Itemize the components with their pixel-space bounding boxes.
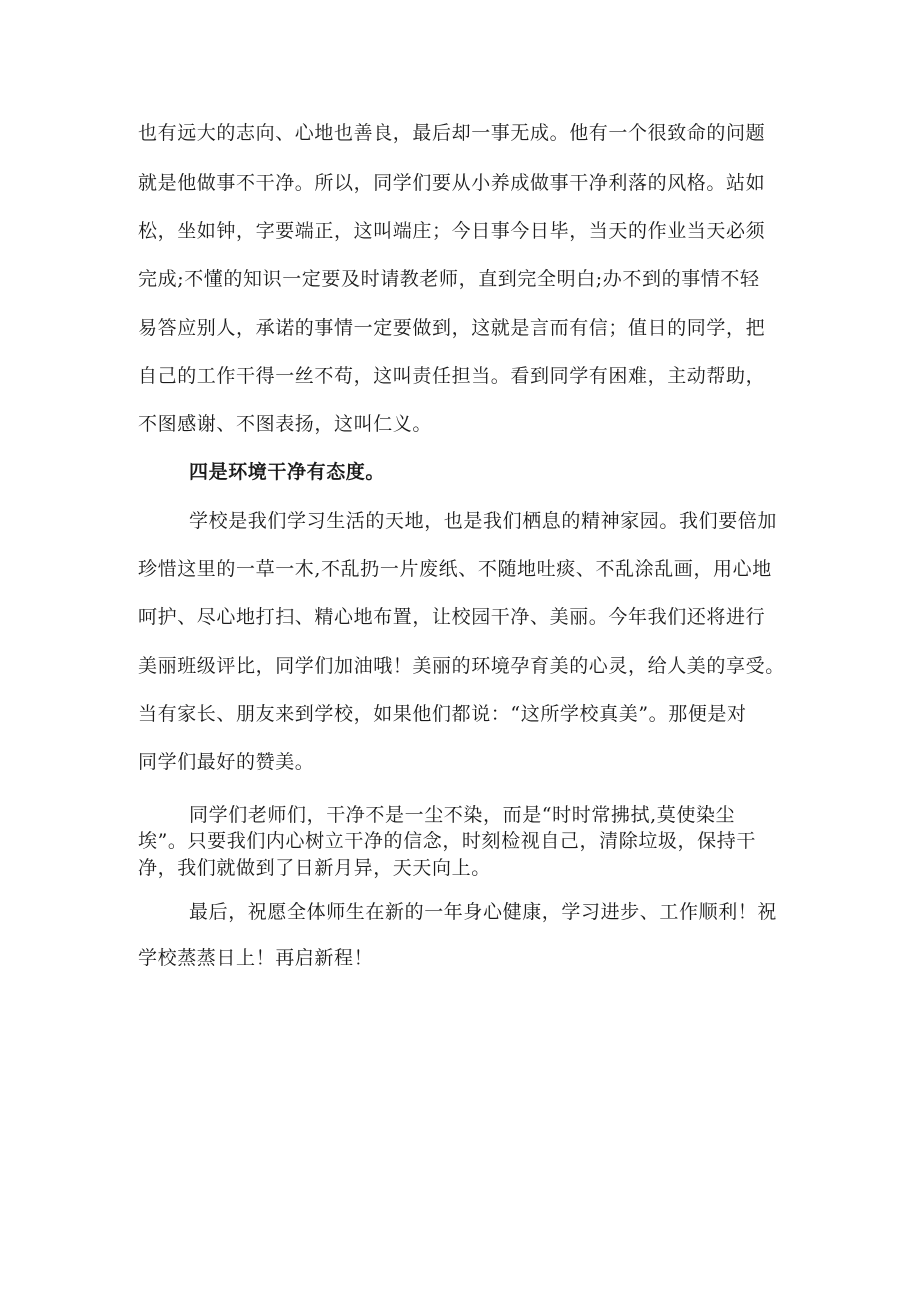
text-line: 当有家长、朋友来到学校，如果他们都说：“这所学校真美”。那便是对 — [138, 703, 747, 725]
text-line: 美丽班级评比，同学们加油哦！美丽的环境孕育美的心灵，给人美的享受。 — [138, 655, 785, 677]
text-line: 学校是我们学习生活的天地，也是我们栖息的精神家园。我们要倍加 — [189, 510, 778, 532]
text-line: 净，我们就做到了日新月异，天天向上。 — [138, 857, 491, 879]
text-line: 同学们老师们，干净不是一尘不染，而是“时时常拂拭,莫使染尘 — [189, 804, 736, 826]
section-heading: 四是环境干净有态度。 — [189, 461, 386, 483]
text-line: 不图感谢、不图表扬，这叫仁义。 — [138, 413, 433, 435]
text-line: 完成;不懂的知识一定要及时请教老师，直到完全明白;办不到的事情不轻 — [138, 268, 760, 290]
text-line: 埃”。只要我们内心树立干净的信念，时刻检视自己，清除垃圾，保持干 — [138, 830, 756, 852]
text-line: 自己的工作干得一丝不苟，这叫责任担当。看到同学有困难，主动帮助， — [138, 365, 766, 387]
text-line: 珍惜这里的一草一木,不乱扔一片废纸、不随地吐痰、不乱涂乱画，用心地 — [138, 558, 772, 580]
text-line: 易答应别人，承诺的事情一定要做到，这就是言而有信；值日的同学，把 — [138, 317, 766, 339]
text-line: 也有远大的志向、心地也善良，最后却一事无成。他有一个很致命的问题 — [138, 122, 766, 144]
text-line: 同学们最好的赞美。 — [138, 751, 315, 773]
text-line: 松，坐如钟，字要端正，这叫端庄；今日事今日毕，当天的作业当天必须 — [138, 220, 766, 242]
text-line: 学校蒸蒸日上！再启新程！ — [138, 947, 374, 969]
text-line: 就是他做事不干净。所以，同学们要从小养成做事干净利落的风格。站如 — [138, 172, 766, 194]
text-line: 呵护、尽心地打扫、精心地布置，让校园干净、美丽。今年我们还将进行 — [138, 606, 766, 628]
text-line: 最后，祝愿全体师生在新的一年身心健康，学习进步、工作顺利！祝 — [189, 901, 778, 923]
